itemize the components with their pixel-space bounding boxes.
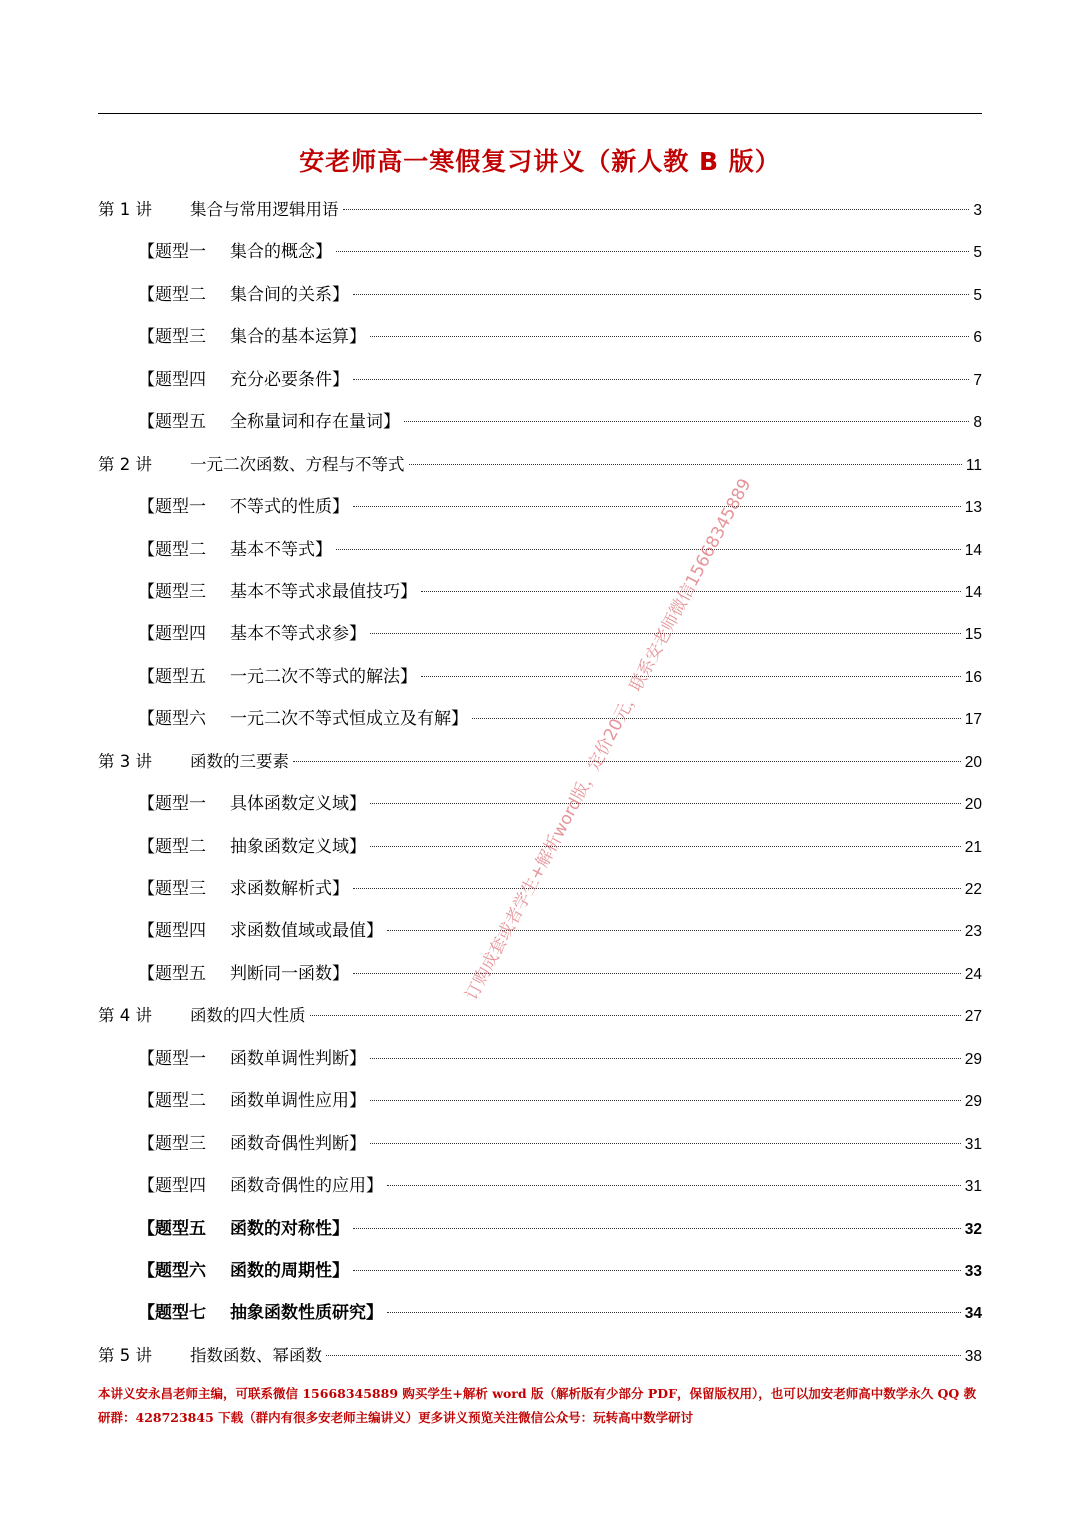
toc-entry-label: [138, 401, 400, 443]
dot-leader: [370, 1143, 961, 1144]
toc-entry-label: [138, 1123, 366, 1165]
topic-title: 函数单调性判断】: [230, 1048, 366, 1069]
dot-leader: [472, 718, 961, 719]
dot-leader: [326, 1355, 961, 1356]
chapter-number: 第 2 讲: [98, 454, 152, 474]
topic-number: 【题型三: [138, 1133, 206, 1154]
toc-topic-entry[interactable]: [98, 1080, 982, 1122]
topic-number: 【题型四: [138, 369, 206, 390]
topic-number: 【题型二: [138, 1091, 206, 1112]
topic-title: 全称量词和存在量词】: [230, 412, 400, 433]
dot-leader: [387, 1312, 961, 1313]
topic-number: 【题型六: [138, 1260, 206, 1281]
page-number: 14: [964, 583, 982, 601]
topic-title: 集合的基本运算】: [230, 327, 366, 348]
topic-title: 函数奇偶性的应用】: [230, 1176, 383, 1197]
topic-title: 函数单调性应用】: [230, 1091, 366, 1112]
topic-number: 【题型五: [138, 666, 206, 687]
toc-chapter-entry[interactable]: [98, 444, 982, 486]
toc-topic-entry[interactable]: [98, 783, 982, 825]
page-number: 20: [964, 796, 982, 814]
toc-entry-label: [138, 1165, 383, 1207]
footer-note: 本讲义安永昌老师主编，可联系微信 15668345889 购买学生+解析 word 版（解析版有少部分 PDF，保留版权用），也可以加安老师高中数学永久 QQ 教研群：428723845 下载（群内有很多安老师主编讲义）更多讲义预览关注微信公众号：玩转高中数学研讨: [98, 1386, 977, 1425]
dot-leader: [353, 1270, 961, 1271]
dot-leader: [353, 973, 961, 974]
page-number: 24: [964, 965, 982, 983]
topic-number: 【题型五: [138, 963, 206, 984]
toc-topic-entry[interactable]: [98, 1038, 982, 1080]
toc-entry-label: [98, 189, 339, 231]
topic-title: 集合的概念】: [230, 242, 332, 263]
dot-leader: [370, 846, 961, 847]
dot-leader: [404, 421, 969, 422]
toc-topic-entry[interactable]: [98, 359, 982, 401]
toc-entry-label: [98, 444, 405, 486]
topic-title: 判断同一函数】: [230, 963, 349, 984]
dot-leader: [293, 761, 961, 762]
topic-title: 充分必要条件】: [230, 369, 349, 390]
toc-entry-label: [138, 231, 332, 273]
topic-title: 函数的周期性】: [230, 1260, 349, 1281]
topic-title: 集合间的关系】: [230, 284, 349, 305]
page-number: 38: [964, 1347, 982, 1365]
topic-title: 求函数解析式】: [230, 879, 349, 899]
dot-leader: [387, 930, 961, 931]
dot-leader: [343, 209, 970, 210]
dot-leader: [353, 379, 969, 380]
dot-leader: [353, 888, 961, 889]
topic-number: 【题型三: [138, 879, 206, 899]
toc-entry-label: [138, 1250, 349, 1292]
topic-number: 【题型四: [138, 1176, 206, 1197]
toc-entry-label: [98, 1335, 322, 1377]
dot-leader: [336, 549, 961, 550]
topic-number: 【题型五: [138, 412, 206, 433]
page-number: 13: [964, 499, 982, 517]
chapter-number: 第 3 讲: [98, 751, 152, 771]
page-number: 34: [964, 1305, 982, 1323]
toc-entry-label: [138, 1080, 366, 1122]
toc-chapter-entry[interactable]: [98, 189, 982, 231]
toc-topic-entry[interactable]: [98, 1208, 982, 1250]
chapter-number: 第 5 讲: [98, 1345, 152, 1365]
page-number: 23: [964, 923, 982, 941]
topic-title: 具体函数定义域】: [230, 794, 366, 815]
page-number: 16: [964, 668, 982, 686]
topic-title: 抽象函数性质研究】: [230, 1303, 383, 1324]
chapter-title: 指数函数、幂函数: [190, 1345, 322, 1365]
toc-topic-entry[interactable]: [98, 910, 982, 952]
toc-topic-entry[interactable]: [98, 698, 982, 740]
topic-title: 基本不等式求最值技巧】: [230, 581, 417, 602]
header-rule: [98, 113, 982, 114]
toc-entry-label: [138, 1208, 349, 1250]
toc-entry-label: [138, 486, 349, 528]
topic-number: 【题型一: [138, 242, 206, 263]
page-number: 31: [964, 1135, 982, 1153]
dot-leader: [370, 1100, 961, 1101]
topic-number: 【题型一: [138, 1048, 206, 1069]
page-number: 27: [964, 1008, 982, 1026]
page-number: 11: [965, 456, 982, 474]
chapter-number: 第 1 讲: [98, 200, 152, 219]
dot-leader: [409, 464, 962, 465]
toc-topic-entry[interactable]: [98, 274, 982, 316]
toc-entry-label: [138, 359, 349, 401]
toc-entry-label: [138, 953, 349, 995]
topic-title: 不等式的性质】: [230, 497, 349, 518]
toc-entry-label: [138, 826, 366, 868]
topic-title: 基本不等式】: [230, 539, 332, 560]
toc-entry-label: [138, 1038, 366, 1080]
page-number: 8: [973, 414, 982, 432]
toc-chapter-entry[interactable]: [98, 1335, 982, 1377]
page-number: 32: [964, 1220, 982, 1238]
dot-leader: [353, 1228, 961, 1229]
dot-leader: [387, 1185, 961, 1186]
topic-number: 【题型七: [138, 1303, 206, 1324]
toc-chapter-entry[interactable]: [98, 995, 982, 1037]
page-number: 31: [964, 1178, 982, 1196]
page-number: 6: [973, 329, 982, 347]
toc-topic-entry[interactable]: [98, 231, 982, 273]
topic-title: 求函数值域或最值】: [230, 921, 383, 942]
toc-entry-label: [98, 995, 306, 1037]
page-number: 17: [964, 711, 982, 729]
chapter-title: 函数的三要素: [190, 751, 289, 771]
page-number: 14: [964, 541, 982, 559]
toc-entry-label: [138, 868, 349, 910]
topic-title: 一元二次不等式恒成立及有解】: [230, 709, 468, 730]
toc-entry-label: [138, 783, 366, 825]
topic-title: 基本不等式求参】: [230, 624, 366, 645]
toc-entry-label: [138, 1292, 383, 1334]
document-title: 安老师高一寒假复习讲义（新人教 B 版）: [299, 147, 781, 176]
topic-number: 【题型二: [138, 539, 206, 560]
toc-topic-entry[interactable]: [98, 571, 982, 613]
toc-topic-entry[interactable]: [98, 486, 982, 528]
toc-topic-entry[interactable]: [98, 613, 982, 655]
toc-topic-entry[interactable]: [98, 1165, 982, 1207]
page-number: 15: [964, 626, 982, 644]
toc-topic-entry[interactable]: [98, 401, 982, 443]
dot-leader: [336, 251, 969, 252]
dot-leader: [370, 336, 969, 337]
topic-number: 【题型四: [138, 921, 206, 942]
topic-number: 【题型一: [138, 497, 206, 518]
toc-chapter-entry[interactable]: [98, 741, 982, 783]
page-number: 5: [973, 244, 982, 262]
topic-title: 一元二次不等式的解法】: [230, 666, 417, 687]
toc-topic-entry[interactable]: [98, 656, 982, 698]
chapter-number: 第 4 讲: [98, 1006, 152, 1026]
topic-number: 【题型二: [138, 836, 206, 857]
toc-entry-label: [138, 656, 417, 698]
dot-leader: [370, 803, 961, 804]
dot-leader: [310, 1015, 961, 1016]
toc-entry-label: [138, 274, 349, 316]
topic-title: 函数奇偶性判断】: [230, 1133, 366, 1154]
page-number: 5: [973, 286, 982, 304]
toc-topic-entry[interactable]: [98, 1292, 982, 1334]
topic-number: 【题型一: [138, 794, 206, 815]
page-number: 22: [964, 881, 982, 898]
page-number: 33: [964, 1262, 982, 1280]
topic-number: 【题型三: [138, 581, 206, 602]
page-number: 3: [973, 202, 982, 219]
chapter-title: 集合与常用逻辑用语: [190, 200, 339, 219]
dot-leader: [353, 506, 961, 507]
page-number: 7: [973, 371, 982, 389]
topic-title: 抽象函数定义域】: [230, 836, 366, 857]
toc-topic-entry[interactable]: [98, 1123, 982, 1165]
toc-topic-entry[interactable]: [98, 1250, 982, 1292]
topic-number: 【题型四: [138, 624, 206, 645]
page-number: 21: [964, 838, 982, 856]
page-number: 20: [964, 753, 982, 771]
dot-leader: [421, 676, 961, 677]
dot-leader: [353, 294, 969, 295]
toc-entry-label: [138, 571, 417, 613]
toc-entry-label: [138, 698, 468, 740]
toc-topic-entry[interactable]: [98, 953, 982, 995]
toc-topic-entry[interactable]: [98, 529, 982, 571]
toc-entry-label: [138, 529, 332, 571]
toc-entry-label: [138, 613, 366, 655]
page-number: 29: [964, 1050, 982, 1068]
toc-entry-label: [138, 316, 366, 358]
page-number: 29: [964, 1093, 982, 1111]
chapter-title: 函数的四大性质: [190, 1006, 306, 1026]
toc-entry-label: [138, 910, 383, 952]
toc-entry-label: [98, 741, 289, 783]
watermark-text: 订购成套或者学生+解析word版，定价20元，联系安老师微信15668345889: [461, 475, 756, 1004]
topic-number: 【题型五: [138, 1218, 206, 1239]
toc-topic-entry[interactable]: [98, 316, 982, 358]
topic-number: 【题型二: [138, 284, 206, 305]
topic-title: 函数的对称性】: [230, 1218, 349, 1239]
dot-leader: [370, 1058, 961, 1059]
table-of-contents: [98, 189, 982, 1377]
chapter-title: 一元二次函数、方程与不等式: [190, 454, 405, 474]
topic-number: 【题型六: [138, 709, 206, 730]
topic-number: 【题型三: [138, 327, 206, 348]
